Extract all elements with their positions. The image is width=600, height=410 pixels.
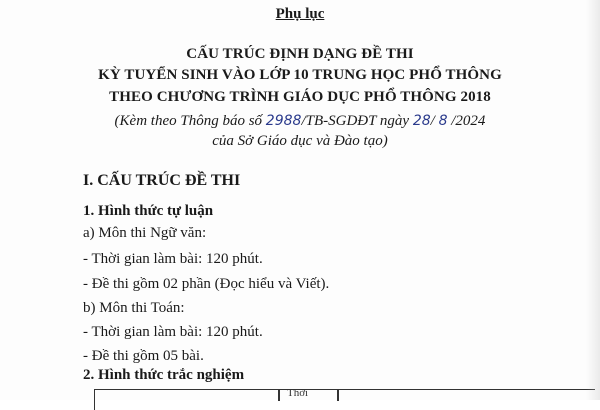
note-sep: /: [430, 113, 439, 129]
title-line-1: CẤU TRÚC ĐỊNH DẠNG ĐỀ THI: [186, 46, 414, 62]
body-line: - Đề thi gồm 05 bài.: [83, 348, 204, 364]
note-middle: /TB-SGDĐT ngày: [301, 113, 413, 129]
subsection-heading-2: 2. Hình thức trắc nghiệm: [83, 367, 245, 383]
handwritten-month: 8: [438, 113, 448, 129]
body-line: b) Môn thi Toán:: [83, 300, 185, 316]
page-edge-shadow: [586, 0, 600, 400]
appendix-label: Phụ lục: [275, 6, 325, 22]
note-year: /2024: [447, 113, 486, 129]
table-header-fragment: Thời: [287, 387, 309, 399]
body-line: a) Môn thi Ngữ văn:: [83, 225, 207, 241]
title-line-2: KỲ TUYỂN SINH VÀO LỚP 10 TRUNG HỌC PHỔ THÔNG: [98, 67, 502, 83]
body-line: - Đề thi gồm 02 phần (Đọc hiểu và Viết).: [83, 276, 330, 292]
reference-note-line-2: của Sở Giáo dục và Đào tạo): [212, 133, 388, 149]
table-column-divider: [337, 389, 339, 401]
subsection-heading-1: 1. Hình thức tự luận: [83, 203, 214, 219]
reference-note: [0, 113, 600, 130]
handwritten-day: 28: [412, 113, 431, 129]
section-heading-1: I. CẤU TRÚC ĐỀ THI: [83, 172, 241, 189]
body-line: - Thời gian làm bài: 120 phút.: [83, 324, 263, 340]
table-column-divider: [278, 389, 280, 401]
note-prefix: (Kèm theo Thông báo số: [114, 113, 266, 129]
body-line: - Thời gian làm bài: 120 phút.: [83, 251, 263, 267]
handwritten-number: 2988: [265, 113, 302, 129]
title-line-3: THEO CHƯƠNG TRÌNH GIÁO DỤC PHỔ THÔNG 2018: [109, 89, 491, 105]
